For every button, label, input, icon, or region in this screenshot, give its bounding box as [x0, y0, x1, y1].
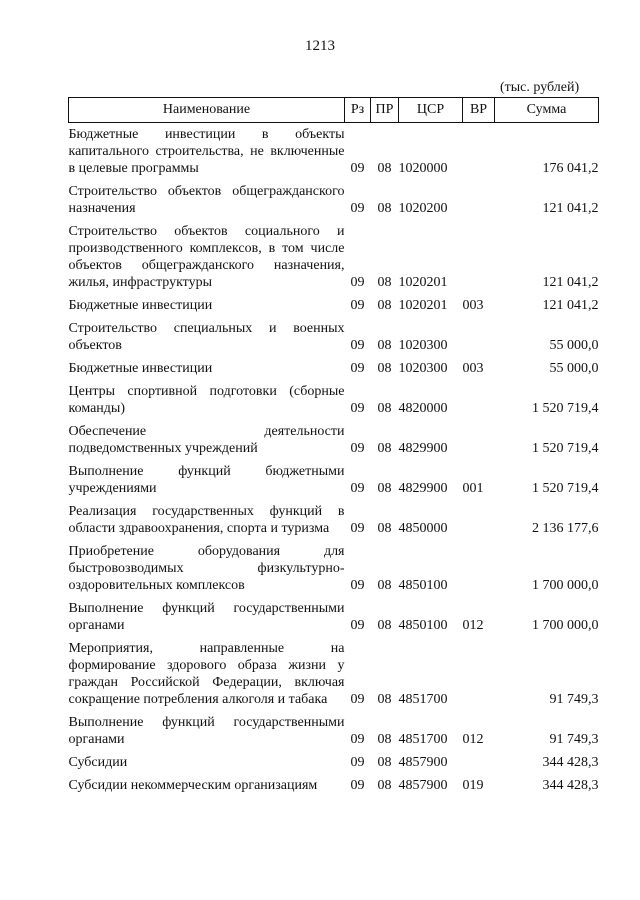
- row-sum: 121 041,2: [542, 298, 599, 313]
- row-csr: 1020200: [398, 201, 448, 216]
- row-pr: 08: [377, 755, 392, 770]
- row-sum: 1 520 719,4: [532, 441, 599, 456]
- row-vr: [463, 751, 495, 774]
- row-rz: 09: [350, 361, 365, 376]
- row-name: Строительство объектов общегражданского назначения: [68, 184, 345, 216]
- header-sum: Сумма: [495, 98, 599, 123]
- table-row: [69, 220, 599, 294]
- row-sum: 91 749,3: [549, 732, 599, 747]
- row-rz: 09: [350, 298, 365, 313]
- row-name: Субсидии: [68, 755, 128, 770]
- row-name: Выполнение функций государственными органами: [68, 715, 345, 747]
- row-vr: 019: [462, 778, 484, 793]
- row-vr: 001: [462, 481, 484, 496]
- row-rz: 09: [350, 578, 365, 593]
- header-name: Наименование: [69, 98, 345, 123]
- row-csr: 1020201: [398, 275, 448, 290]
- row-sum: 121 041,2: [542, 275, 599, 290]
- row-vr: [463, 317, 495, 357]
- row-sum: 1 700 000,0: [532, 578, 599, 593]
- row-pr: 08: [377, 732, 392, 747]
- table-header: [69, 98, 599, 123]
- row-name: Центры спортивной подготовки (сборные команды): [68, 384, 345, 416]
- table-row: [69, 637, 599, 711]
- table-row: [69, 711, 599, 751]
- row-csr: 4850100: [398, 618, 448, 633]
- row-vr: [463, 637, 495, 711]
- table-row: [69, 500, 599, 540]
- row-csr: 1020300: [398, 361, 448, 376]
- row-name: Приобретение оборудования для быстровозводимых физкультурно-оздоровительных комплексов: [68, 544, 345, 593]
- row-pr: 08: [377, 275, 392, 290]
- table-row: [69, 420, 599, 460]
- row-name: Выполнение функций государственными органами: [68, 601, 345, 633]
- row-csr: 4820000: [398, 401, 448, 416]
- table-row: [69, 597, 599, 637]
- row-pr: 08: [377, 338, 392, 353]
- row-sum: 2 136 177,6: [532, 521, 599, 536]
- budget-table: [68, 97, 599, 797]
- row-vr: 012: [462, 732, 484, 747]
- row-pr: 08: [377, 361, 392, 376]
- row-sum: 176 041,2: [542, 161, 599, 176]
- row-csr: 1020000: [398, 161, 448, 176]
- table-row: [69, 751, 599, 774]
- row-name: Бюджетные инвестиции в объекты капитального строительства, не включенные в целевые программы: [68, 127, 345, 176]
- row-sum: 344 428,3: [542, 755, 599, 770]
- row-rz: 09: [350, 441, 365, 456]
- row-rz: 09: [350, 692, 365, 707]
- header-csr: ЦСР: [399, 98, 463, 123]
- row-rz: 09: [350, 161, 365, 176]
- table-row: [69, 357, 599, 380]
- table-row: [69, 774, 599, 797]
- row-sum: 55 000,0: [549, 361, 599, 376]
- row-sum: 1 520 719,4: [532, 401, 599, 416]
- row-sum: 1 700 000,0: [532, 618, 599, 633]
- row-vr: 003: [462, 298, 484, 313]
- table-body: [69, 123, 599, 798]
- table-row: [69, 180, 599, 220]
- table-row: [69, 294, 599, 317]
- row-rz: 09: [350, 618, 365, 633]
- row-pr: 08: [377, 161, 392, 176]
- row-csr: 4850000: [398, 521, 448, 536]
- row-pr: 08: [377, 401, 392, 416]
- row-vr: [463, 420, 495, 460]
- row-rz: 09: [350, 401, 365, 416]
- header-pr: ПР: [371, 98, 399, 123]
- row-pr: 08: [377, 692, 392, 707]
- row-vr: [463, 540, 495, 597]
- row-vr: 003: [462, 361, 484, 376]
- row-csr: 4857900: [398, 755, 448, 770]
- row-name: Бюджетные инвестиции: [68, 298, 213, 313]
- row-pr: 08: [377, 618, 392, 633]
- row-vr: [463, 220, 495, 294]
- row-vr: [463, 123, 495, 181]
- row-rz: 09: [350, 275, 365, 290]
- row-pr: 08: [377, 578, 392, 593]
- row-vr: [463, 500, 495, 540]
- row-vr: [463, 380, 495, 420]
- row-pr: 08: [377, 441, 392, 456]
- row-csr: 4851700: [398, 732, 448, 747]
- row-rz: 09: [350, 338, 365, 353]
- row-pr: 08: [377, 481, 392, 496]
- row-pr: 08: [377, 298, 392, 313]
- row-name: Реализация государственных функций в области здравоохранения, спорта и туризма: [68, 504, 345, 536]
- header-vr: ВР: [463, 98, 495, 123]
- row-rz: 09: [350, 481, 365, 496]
- row-name: Строительство специальных и военных объектов: [68, 321, 345, 353]
- header-rz: Рз: [345, 98, 371, 123]
- row-rz: 09: [350, 521, 365, 536]
- row-name: Мероприятия, направленные на формирование здорового образа жизни у граждан Российской Федерации, включая сокращение потребления алкоголя и табака: [68, 641, 345, 707]
- row-rz: 09: [350, 732, 365, 747]
- table-row: [69, 460, 599, 500]
- row-vr: [463, 180, 495, 220]
- units-label: (тыс. рублей): [500, 80, 580, 95]
- row-csr: 4829900: [398, 481, 448, 496]
- row-csr: 4829900: [398, 441, 448, 456]
- table-row: [69, 123, 599, 181]
- row-name: Обеспечение деятельности подведомственных учреждений: [68, 424, 345, 456]
- row-csr: 4850100: [398, 578, 448, 593]
- table-row: [69, 540, 599, 597]
- row-rz: 09: [350, 201, 365, 216]
- row-name: Строительство объектов социального и производственного комплексов, в том числе объектов общегражданского назначения, жилья, инфраструктуры: [68, 224, 345, 290]
- row-rz: 09: [350, 778, 365, 793]
- row-name: Бюджетные инвестиции: [68, 361, 213, 376]
- page-number: 1213: [305, 38, 335, 54]
- row-sum: 121 041,2: [542, 201, 599, 216]
- row-csr: 4851700: [398, 692, 448, 707]
- row-csr: 1020201: [398, 298, 448, 313]
- row-sum: 55 000,0: [549, 338, 599, 353]
- row-csr: 4857900: [398, 778, 448, 793]
- table-row: [69, 380, 599, 420]
- row-name: Субсидии некоммерческим организациям: [68, 778, 318, 793]
- table-row: [69, 317, 599, 357]
- row-vr: 012: [462, 618, 484, 633]
- row-name: Выполнение функций бюджетными учреждениями: [68, 464, 345, 496]
- row-csr: 1020300: [398, 338, 448, 353]
- row-rz: 09: [350, 755, 365, 770]
- row-sum: 91 749,3: [549, 692, 599, 707]
- row-sum: 1 520 719,4: [532, 481, 599, 496]
- header-row: [69, 98, 599, 123]
- row-sum: 344 428,3: [542, 778, 599, 793]
- row-pr: 08: [377, 521, 392, 536]
- row-pr: 08: [377, 778, 392, 793]
- row-pr: 08: [377, 201, 392, 216]
